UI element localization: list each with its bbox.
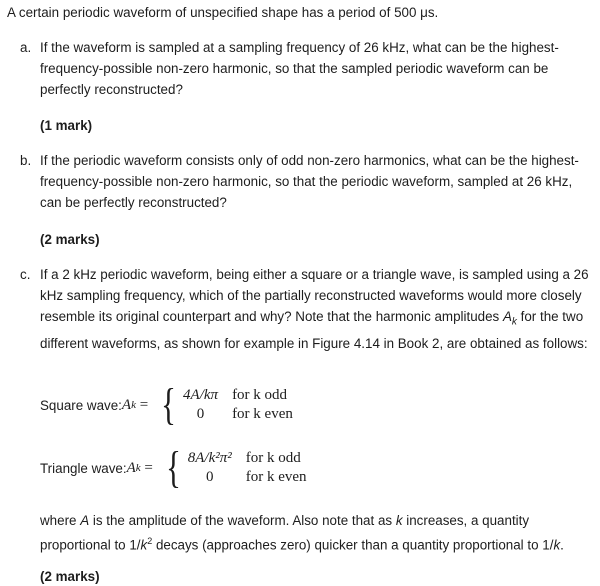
- symbol-a: A: [80, 513, 90, 528]
- triangle-wave-label: Triangle wave:: [40, 460, 127, 476]
- question-c-text: [40, 264, 595, 354]
- square-even-value: 0: [196, 406, 205, 422]
- where-2: is the amplitude of the waveform. Also note that as: [89, 513, 396, 528]
- amplitude-explanation: [40, 510, 595, 555]
- triangle-wave-equation: [40, 443, 307, 492]
- triangle-even-condition: for k even: [245, 469, 307, 485]
- superscript-two: 2: [147, 536, 153, 546]
- triangle-even-value: 0: [206, 469, 214, 485]
- symbol-k: k: [395, 513, 403, 528]
- square-even-condition: for k even: [232, 406, 293, 422]
- square-odd-condition: for k odd: [232, 387, 288, 403]
- question-a-marks: (1 mark): [40, 118, 93, 133]
- question-b-marks: (2 marks): [40, 232, 100, 247]
- symbol-k-squared: k: [140, 537, 148, 553]
- question-a-text: If the waveform is sampled at a sampling frequency of 26 kHz, what can be the highest-frequency-possible non-zero harmonic, so that the sampled periodic waveform can be perfectly reconstructed?: [40, 40, 559, 97]
- triangle-equals: =: [140, 459, 157, 476]
- triangle-amp-sub: k: [135, 462, 141, 474]
- square-cases: [183, 386, 293, 424]
- question-b: [20, 150, 595, 213]
- square-amp-sub: k: [131, 399, 136, 411]
- triangle-odd-condition: for k odd: [245, 450, 301, 466]
- square-wave-equation: [40, 380, 293, 429]
- where-3: increases, a quantity proportional to 1/: [40, 513, 530, 553]
- where-4: decays (approaches zero) quicker than a quantity proportional to 1/: [152, 537, 554, 553]
- triangle-cases: [188, 449, 307, 487]
- question-a: [20, 37, 595, 100]
- symbol-k-end: k: [553, 537, 561, 553]
- amplitude-symbol: A: [502, 309, 512, 324]
- triangle-odd-value: 8A/k²π²: [187, 450, 232, 466]
- triangle-brace: {: [165, 443, 181, 492]
- problem-intro: A certain periodic waveform of unspecified shape has a period of 500 μs.: [7, 5, 439, 20]
- square-amp-symbol: A: [121, 396, 132, 413]
- question-b-marker: b.: [20, 153, 32, 168]
- square-equals: =: [135, 396, 152, 413]
- amplitude-subscript: k: [511, 316, 517, 328]
- final-period: .: [560, 537, 564, 553]
- where-1: where: [40, 513, 81, 528]
- square-wave-label: Square wave:: [40, 397, 122, 413]
- square-brace: {: [161, 380, 176, 429]
- question-c-text-pre: If a 2 kHz periodic waveform, being either a square or a triangle wave, is sampled using a 26 kHz sampling frequency, which of the partially reconstructed waveforms would more closely resemble its original counterpart and why? Note that the harmonic amplitudes: [40, 267, 589, 324]
- question-b-text: If the periodic waveform consists only of odd non-zero harmonics, what can be the highest-frequency-possible non-zero harmonic, so that the periodic waveform, sampled at 26 kHz, can be perfectly reconstructed?: [40, 153, 579, 210]
- question-c-text-post: for the two different waveforms, as shown for example in Figure 4.14 in Book 2, are obtained as follows:: [40, 309, 588, 351]
- question-c: [20, 264, 595, 354]
- question-c-marker: c.: [20, 267, 31, 282]
- question-a-marker: a.: [20, 40, 32, 55]
- square-odd-value: 4A/kπ: [183, 387, 219, 403]
- triangle-amp-symbol: A: [126, 459, 136, 476]
- question-c-marks: (2 marks): [40, 569, 100, 584]
